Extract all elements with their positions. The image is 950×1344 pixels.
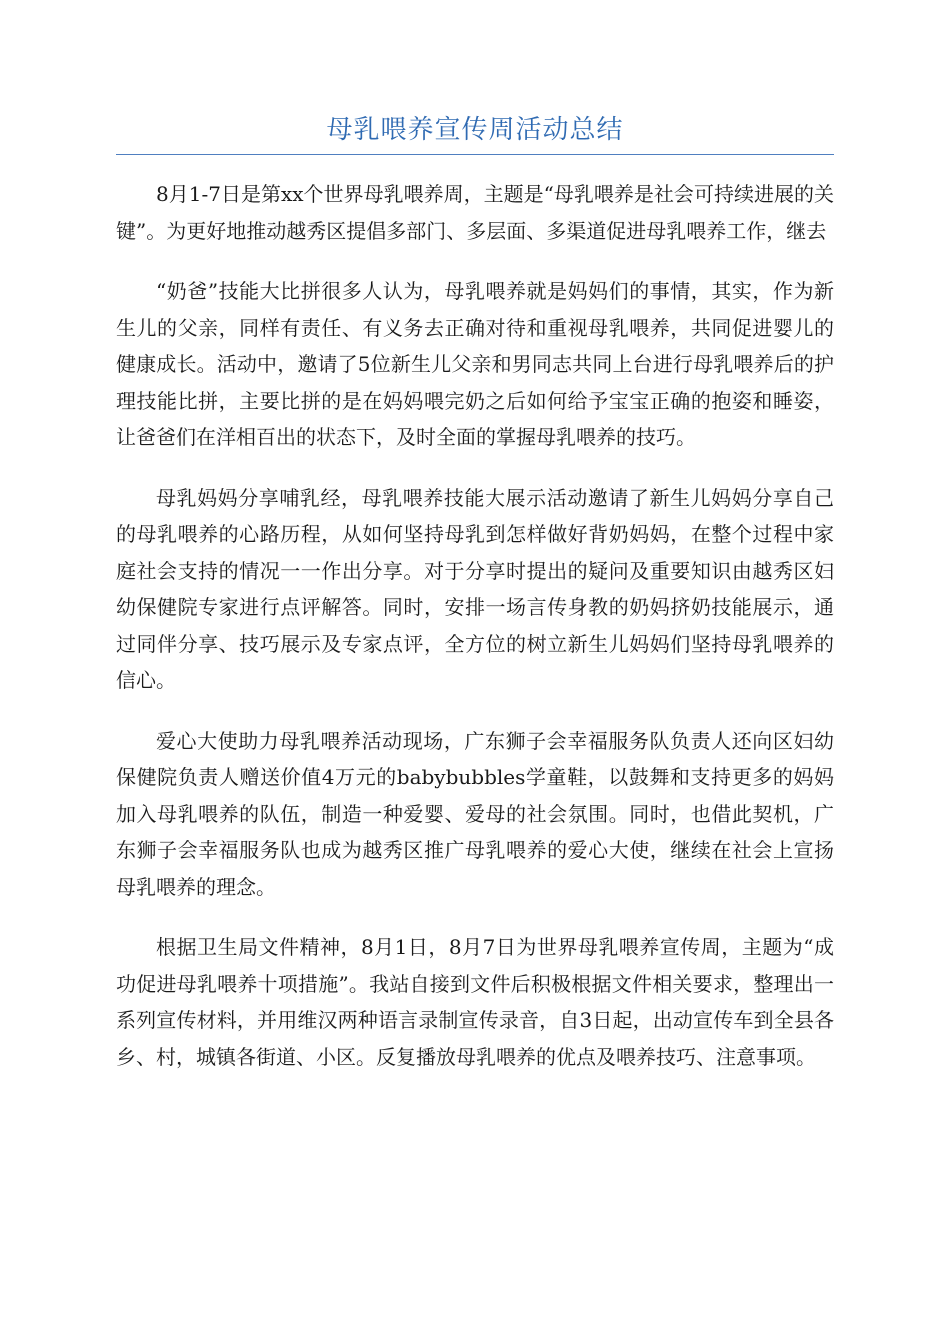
paragraph-4: 爱心大使助力母乳喂养活动现场，广东狮子会幸福服务队负责人还向区妇幼保健院负责人赠送价值4万元的babybubbles学童鞋，以鼓舞和支持更多的妈妈加入母乳喂养的队伍，制造一种爱婴、爱母的社会氛围。同时，也借此契机，广东狮子会幸福服务队也成为越秀区推广母乳喂养的爱心大使，继续在社会上宣扬母乳喂养的理念。 [116,728,834,899]
paragraph-1: 8月1-7日是第xx个世界母乳喂养周，主题是“母乳喂养是社会可持续进展的关键”。为更好地推动越秀区提倡多部门、多层面、多渠道促进母乳喂养工作，继去 [116,182,834,243]
paragraph-3: 母乳妈妈分享哺乳经，母乳喂养技能大展示活动邀请了新生儿妈妈分享自己的母乳喂养的心路历程，从如何坚持母乳到怎样做好背奶妈妈，在整个过程中家庭社会支持的情况一一作出分享。对于分享时提出的疑问及重要知识由越秀区妇幼保健院专家进行点评解答。同时，安排一场言传身教的奶妈挤奶技能展示，通过同伴分享、技巧展示及专家点评，全方位的树立新生儿妈妈们坚持母乳喂养的信心。 [116,485,834,692]
document-body [116,176,834,1099]
paragraph-5: 根据卫生局文件精神，8月1日，8月7日为世界母乳喂养宣传周，主题为“成功促进母乳喂养十项措施”。我站自接到文件后积极根据文件相关要求，整理出一系列宣传材料，并用维汉两种语言录制宣传录音，自3日起，出动宣传车到全县各乡、村，城镇各街道、小区。反复播放母乳喂养的优点及喂养技巧、注意事项。 [116,935,834,1069]
title-underline [116,154,834,155]
document-title: 母乳喂养宣传周活动总结 [326,115,624,145]
paragraph-2: “奶爸”技能大比拼很多人认为，母乳喂养就是妈妈们的事情，其实，作为新生儿的父亲，同样有责任、有义务去正确对待和重视母乳喂养，共同促进婴儿的健康成长。活动中，邀请了5位新生儿父亲和男同志共同上台进行母乳喂养后的护理技能比拼，主要比拼的是在妈妈喂完奶之后如何给予宝宝正确的抱姿和睡姿，让爸爸们在洋相百出的状态下，及时全面的掌握母乳喂养的技巧。 [116,279,834,449]
